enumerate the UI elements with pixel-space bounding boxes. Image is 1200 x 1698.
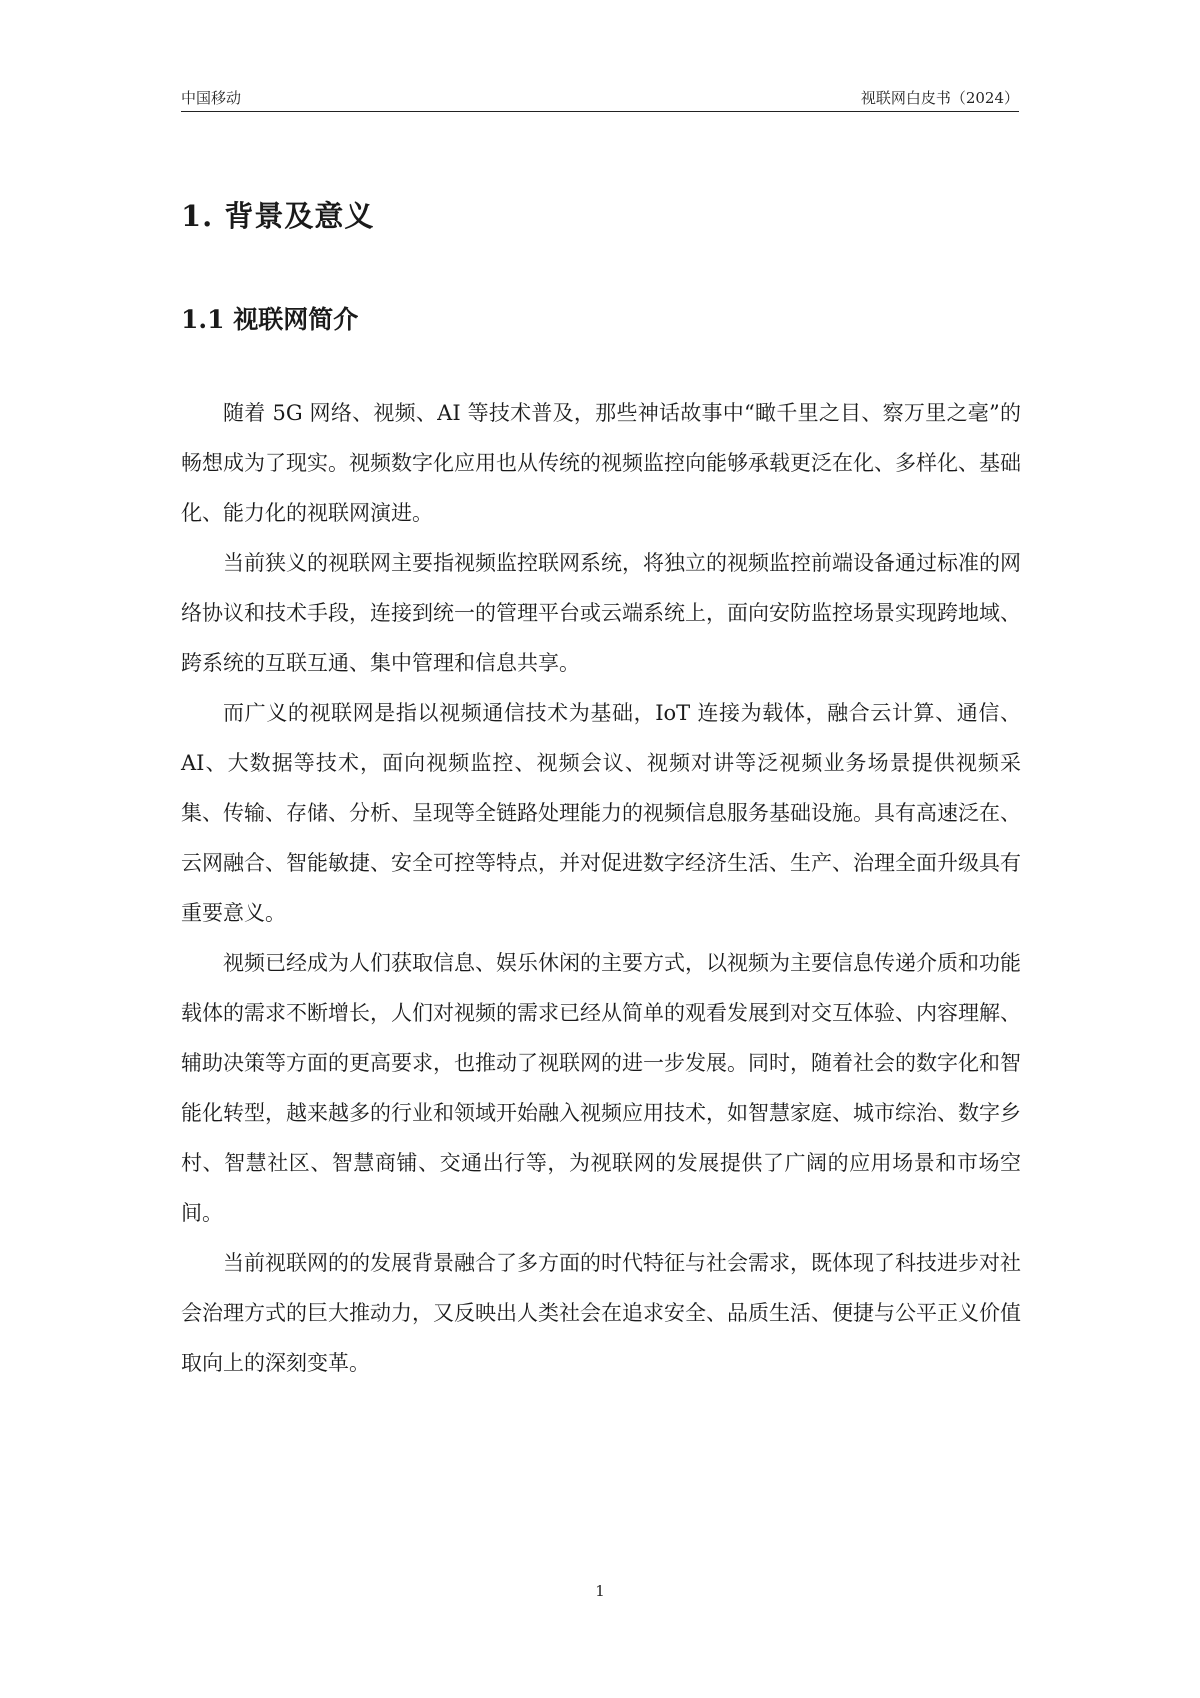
paragraph: 当前狭义的视联网主要指视频监控联网系统，将独立的视频监控前端设备通过标准的网络协议和技术手段，连接到统一的管理平台或云端系统上，面向安防监控场景实现跨地域、跨系统的互联互通、集中管理和信息共享。: [181, 551, 1021, 675]
section-heading: 1. 背景及意义: [181, 199, 375, 233]
header-left-org: 中国移动: [181, 89, 242, 107]
paragraph: 当前视联网的的发展背景融合了多方面的时代特征与社会需求，既体现了科技进步对社会治理方式的巨大推动力，又反映出人类社会在追求安全、品质生活、便捷与公平正义价值取向上的深刻变革。: [181, 1251, 1021, 1375]
paragraph: 视频已经成为人们获取信息、娱乐休闲的主要方式，以视频为主要信息传递介质和功能载体的需求不断增长，人们对视频的需求已经从简单的观看发展到对交互体验、内容理解、辅助决策等方面的更高要求，也推动了视联网的进一步发展。同时，随着社会的数字化和智能化转型，越来越多的行业和领域开始融入视频应用技术，如智慧家庭、城市综治、数字乡村、智慧社区、智慧商铺、交通出行等，为视联网的发展提供了广阔的应用场景和市场空间。: [181, 951, 1021, 1225]
page-header: [181, 84, 1019, 112]
header-right-doc-title: 视联网白皮书（2024）: [860, 89, 1019, 107]
paragraph: 随着 5G 网络、视频、AI 等技术普及，那些神话故事中“瞰千里之目、察万里之毫”的畅想成为了现实。视频数字化应用也从传统的视频监控向能够承载更泛在化、多样化、基础化、能力化的视联网演进。: [181, 401, 1021, 525]
subsection-heading: 1.1 视联网简介: [181, 305, 359, 334]
body-text: [181, 388, 1021, 1388]
page-number: 1: [595, 1582, 605, 1600]
paragraph: 而广义的视联网是指以视频通信技术为基础，IoT 连接为载体，融合云计算、通信、AI、大数据等技术，面向视频监控、视频会议、视频对讲等泛视频业务场景提供视频采集、传输、存储、分析、呈现等全链路处理能力的视频信息服务基础设施。具有高速泛在、云网融合、智能敏捷、安全可控等特点，并对促进数字经济生活、生产、治理全面升级具有重要意义。: [181, 701, 1021, 925]
